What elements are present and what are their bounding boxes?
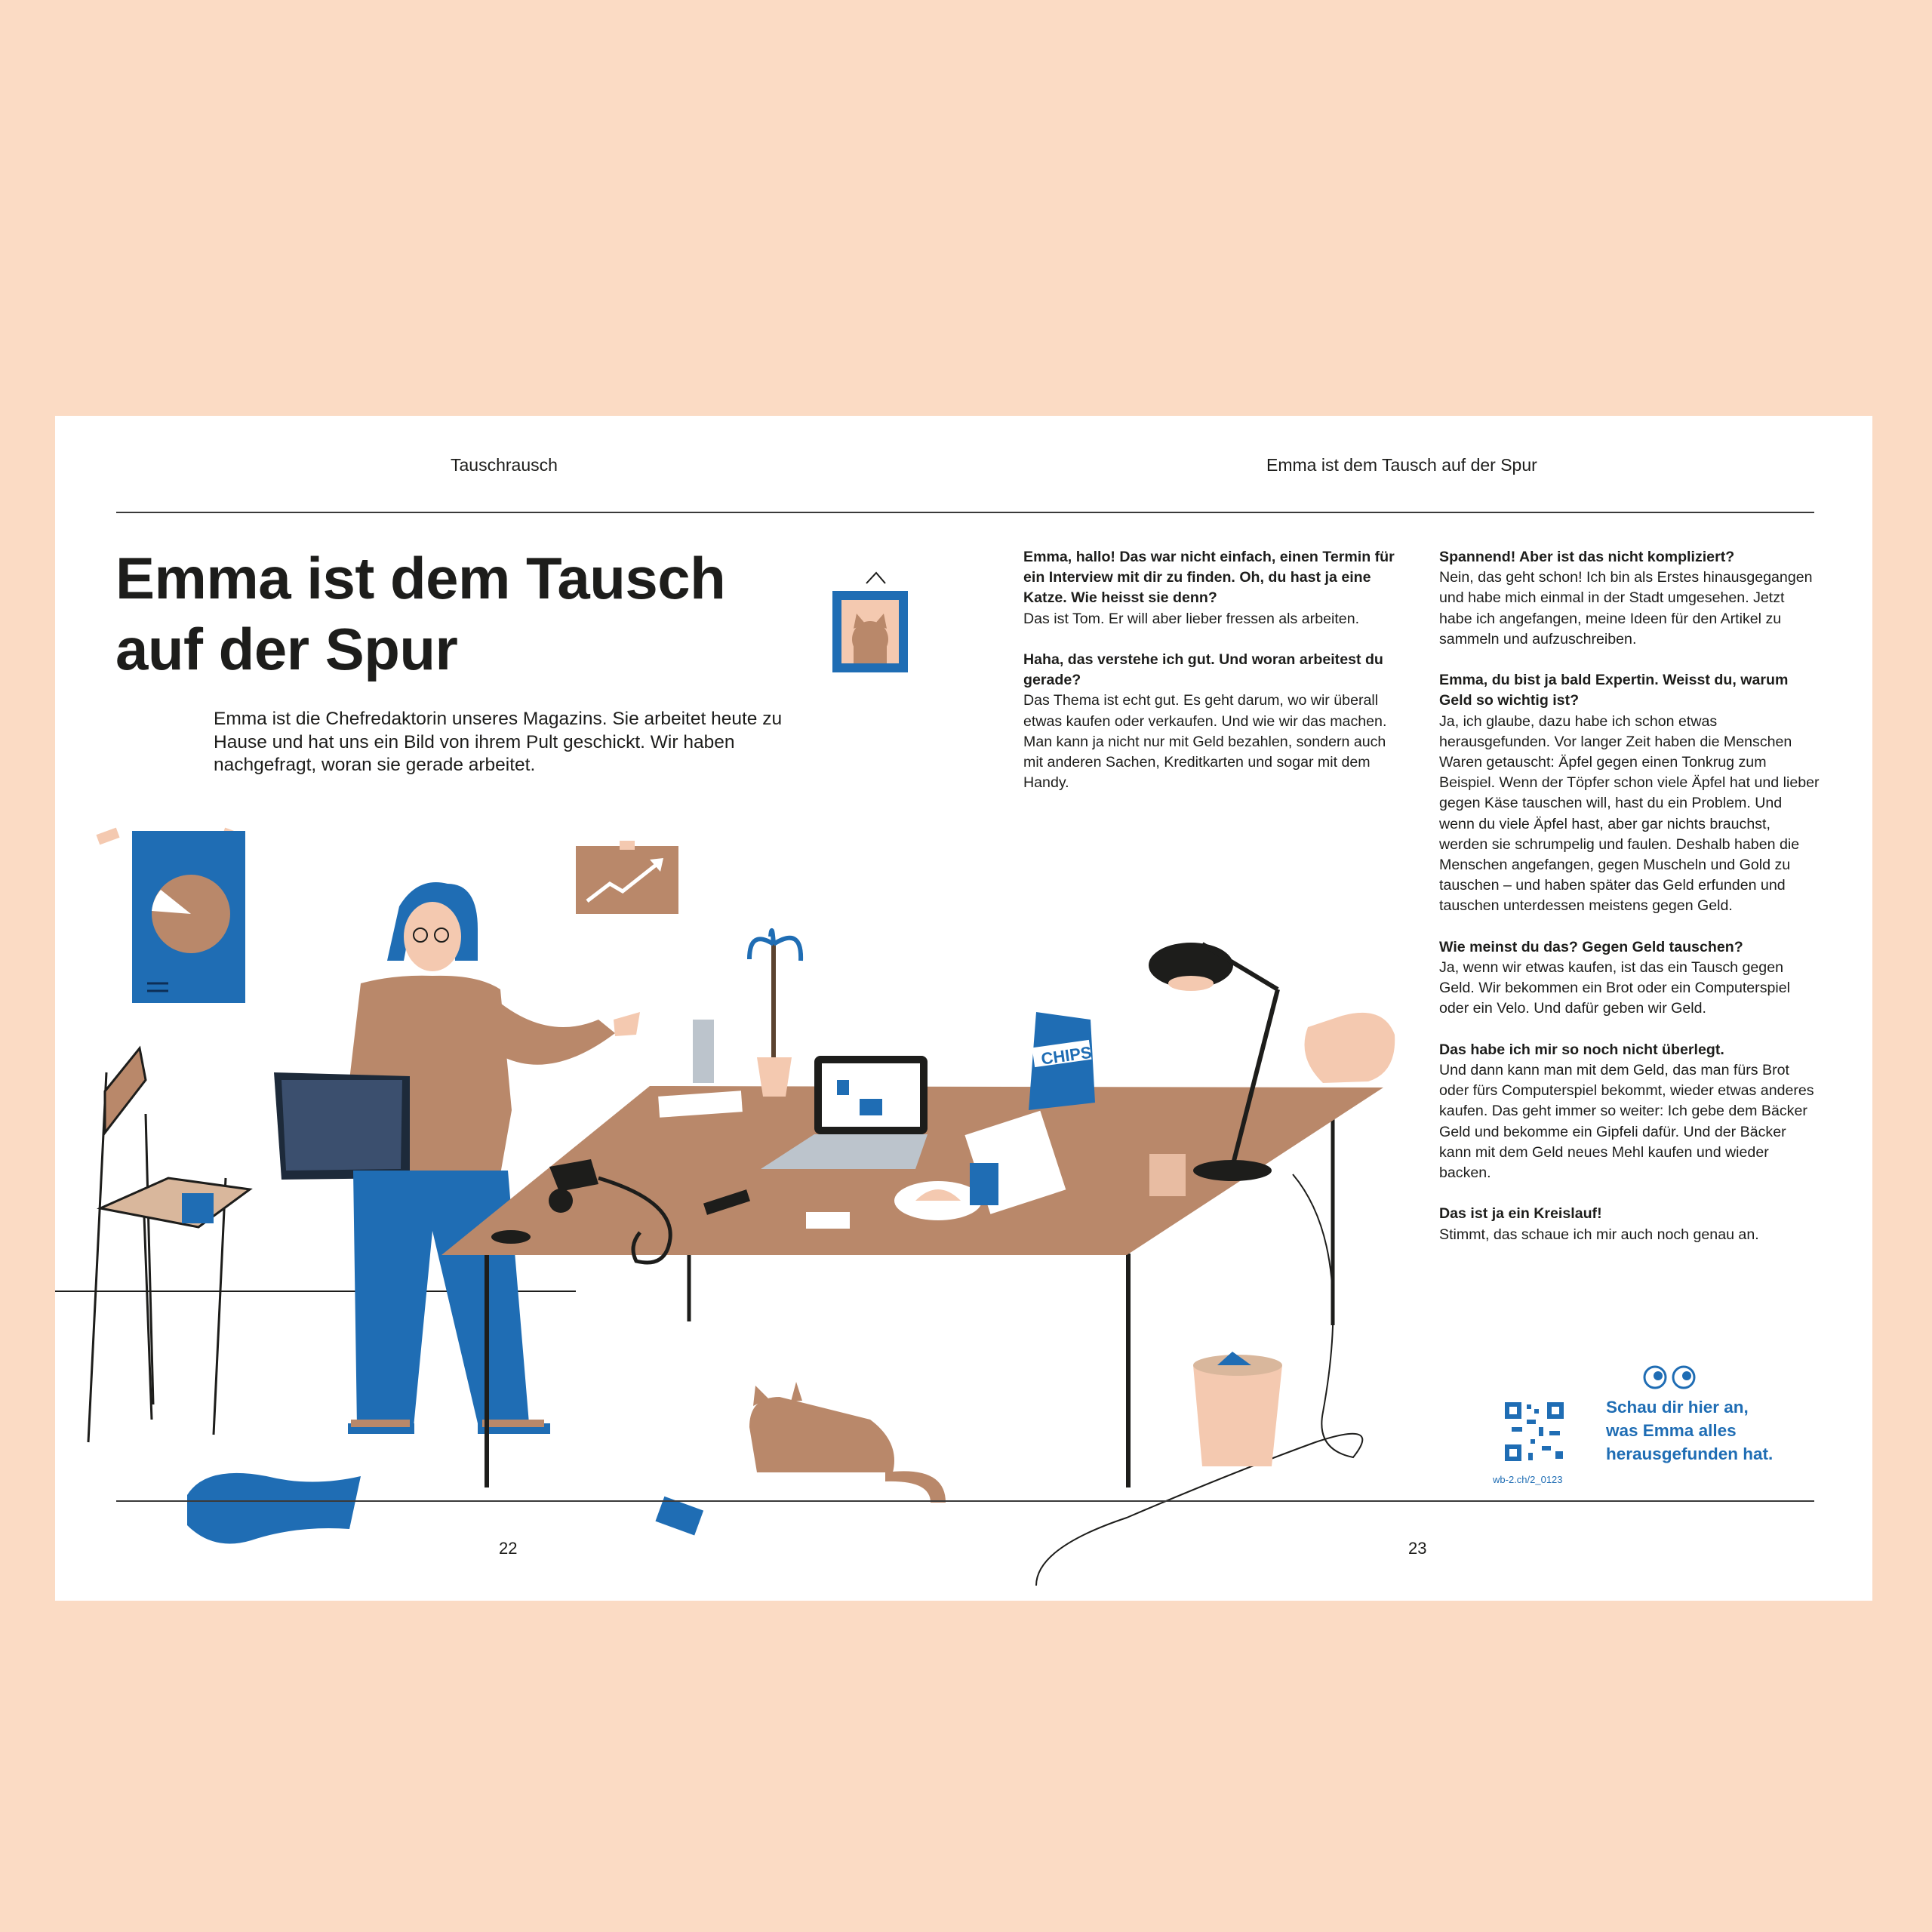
answer: Ja, ich glaube, dazu habe ich schon etwas herausgefunden. Vor langer Zeit haben die Menschen Waren getauscht: Äpfel gegen einen Tonkrug zum Beispiel. Wenn der Töpfer schon viele Äpfel hat und lieber gegen Käse tauschen will, hast du ein Problem. Und wenn du viele Äpfel hast, aber gar nichts brauchst, werden sie schrumpelig und faulen. Deshalb haben die Menschen angefangen, gegen Muscheln und Gold zu tauschen – und haben später das Geld erfunden und tauschen unterdessen meistens gegen Geld. (1439, 712, 1820, 915)
qr-code (1504, 1401, 1564, 1462)
question: Spannend! Aber ist das nicht kompliziert? (1439, 549, 1735, 565)
answer: Nein, das geht schon! Ich bin als Erstes hinausgegangen und habe mich einmal in der Stadt umgesehen. Jetzt habe ich angefangen, meine Ideen für den Artikel zu sammeln und aufzuschreiben. (1439, 569, 1813, 648)
interview-column-1 (1023, 547, 1408, 814)
floor-paper (655, 1497, 703, 1536)
growth-chart-poster (576, 841, 678, 914)
interview-item (1439, 1040, 1820, 1183)
question: Emma, hallo! Das war nicht einfach, einen Termin für ein Interview mit dir zu finden. Oh, du hast ja eine Katze. Wie heisst sie denn? (1023, 549, 1395, 607)
interview-column-2 (1439, 547, 1820, 1266)
qr-url-link[interactable]: wb-2.ch/2_0123 (1493, 1474, 1563, 1485)
question: Haha, das verstehe ich gut. Und woran arbeitest du gerade? (1023, 651, 1383, 689)
cta-line-3: herausgefunden hat. (1606, 1444, 1774, 1463)
title-line-2: auf der Spur (115, 616, 458, 682)
bottom-rule (116, 1500, 1814, 1502)
rug (187, 1473, 361, 1544)
interview-item (1439, 547, 1820, 650)
page-number-right: 23 (1408, 1539, 1427, 1558)
title-line-1: Emma ist dem Tausch (115, 545, 726, 611)
question: Das ist ja ein Kreislauf! (1439, 1205, 1602, 1223)
interview-item (1439, 937, 1820, 1020)
interview-item (1439, 670, 1820, 916)
answer: Stimmt, das schaue ich mir auch noch genau an. (1439, 1226, 1759, 1243)
chair (88, 1048, 250, 1442)
framed-cat-picture (832, 573, 908, 672)
top-rule (116, 512, 1814, 513)
lead-paragraph: Emma ist die Chefredaktorin unseres Magazins. Sie arbeitet heute zu Hause und hat uns ein Bild von ihrem Pult geschickt. Wir haben nachgefragt, woran sie gerade arbeitet. (214, 709, 783, 775)
trash-can (1193, 1352, 1282, 1466)
magazine-spread (55, 416, 1872, 1601)
interview-item (1439, 1204, 1820, 1244)
chips-bag-label: CHIPS (1040, 1042, 1094, 1069)
interview-item (1023, 650, 1408, 793)
running-head-left: Tauschrausch (451, 455, 558, 475)
wall-poster (96, 828, 245, 1003)
answer: Und dann kann man mit dem Geld, das man fürs Brot oder fürs Computerspiel bekommt, wieder etwas anderes kaufen. Das geht immer so weiter: Ich gebe dem Bäcker Geld und bekomme ein Gipfeli dafür. Und der Bäcker kann mit dem Geld neues Mehl kaufen und wieder backen. (1439, 1062, 1814, 1182)
answer: Das Thema ist echt gut. Es geht darum, wo wir überall etwas kaufen oder verkaufen. Und wie wir das machen. Man kann ja nicht nur mit Geld bezahlen, sondern auch mit anderen Sachen, Kreditkarten und sogar mit dem Handy. (1023, 692, 1387, 792)
cta-line-2: was Emma alles (1606, 1421, 1737, 1440)
running-head-right: Emma ist dem Tausch auf der Spur (1266, 455, 1537, 475)
article-title (115, 543, 725, 685)
question: Wie meinst du das? Gegen Geld tauschen? (1439, 938, 1743, 955)
answer: Das ist Tom. Er will aber lieber fressen als arbeiten. (1023, 610, 1360, 627)
question: Das habe ich mir so noch nicht überlegt. (1439, 1041, 1724, 1058)
interview-item (1023, 547, 1408, 629)
page-number-left: 22 (499, 1539, 518, 1558)
answer: Ja, wenn wir etwas kaufen, ist das ein Tausch gegen Geld. Wir bekommen ein Brot oder ein Computerspiel oder ein Velo. Und dafür geben wir Geld. (1439, 959, 1791, 1017)
cta-line-1: Schau dir hier an, (1606, 1398, 1749, 1417)
eyes-icon (1644, 1367, 1694, 1388)
qr-call-to-action[interactable] (1606, 1395, 1773, 1466)
cat (749, 1382, 946, 1503)
question: Emma, du bist ja bald Expertin. Weisst du, warum Geld so wichtig ist? (1439, 672, 1789, 709)
